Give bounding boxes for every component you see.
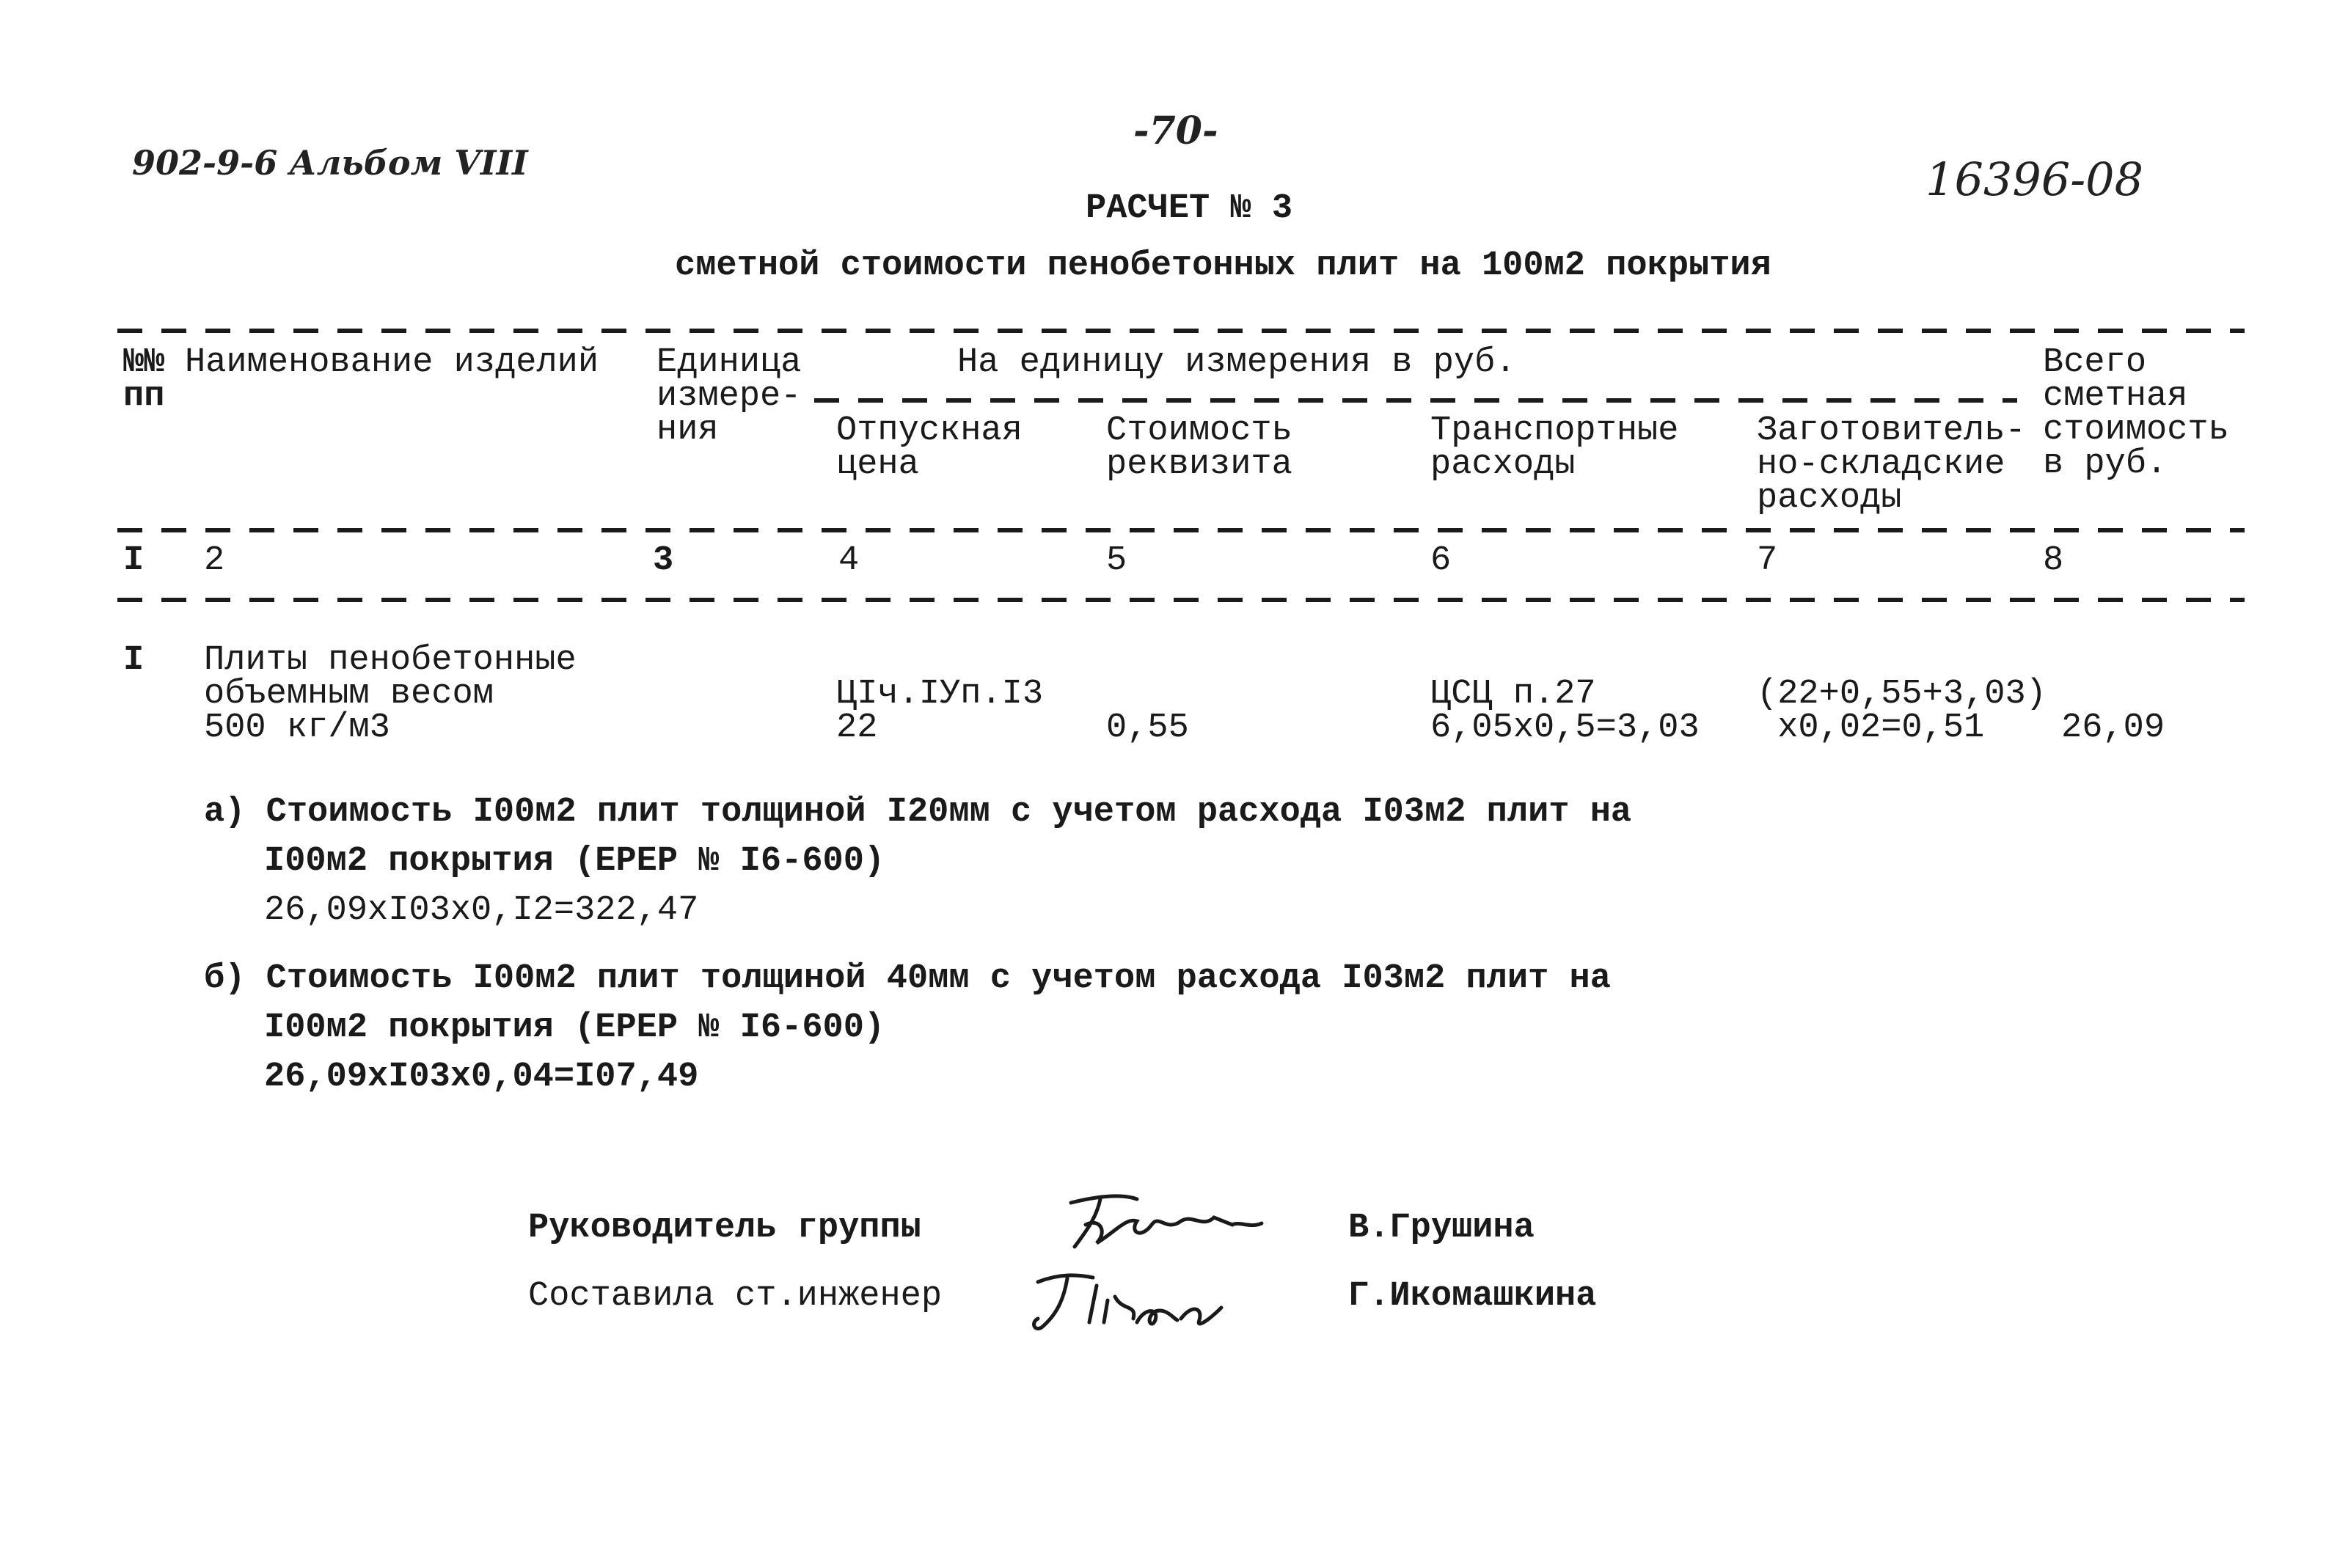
col-number-7: 7 (1757, 541, 1778, 580)
col-number-6: 6 (1430, 541, 1452, 580)
page-subtitle: сметной стоимости пенобетонных плит на 100м2 покрытия (675, 246, 1771, 285)
handwritten-signature-2 (1027, 1267, 1232, 1337)
header-storage: Заготовитель- но-складские расходы (1757, 411, 2026, 518)
signature-role-1: Руководитель группы (528, 1209, 921, 1248)
note-b-line-3: 26,09хI03х0,04=I07,49 (264, 1058, 699, 1096)
header-bottom-rule (117, 528, 2245, 532)
header-unit: Единица измере- ния (657, 343, 802, 450)
note-a-line-2: I00м2 покрытия (ЕРЕР № I6-600) (264, 842, 885, 881)
row-total: 26,09 (2061, 708, 2165, 747)
note-b-line-1: б) Стоимость I00м2 плит толщиной 40мм с учетом расхода I03м2 плит на (204, 959, 1611, 998)
page-title: РАСЧЕТ № 3 (1086, 189, 1293, 228)
signature-name-1: В.Грушина (1348, 1209, 1535, 1248)
signature-name-2: Г.Икомашкина (1348, 1277, 1597, 1316)
col-number-2: 2 (204, 541, 225, 580)
note-a-line-1: а) Стоимость I00м2 плит толщиной I20мм с учетом расхода I03м2 плит на (204, 793, 1632, 832)
table-top-rule (117, 329, 2245, 333)
page-number: -70- (1133, 109, 1218, 153)
handwritten-signature-1 (1056, 1188, 1269, 1254)
col-number-4: 4 (838, 541, 860, 580)
col-number-5: 5 (1106, 541, 1127, 580)
col-number-3: 3 (653, 541, 674, 580)
header-total: Всего сметная стоимость в руб. (2043, 343, 2229, 483)
col-number-8: 8 (2043, 541, 2064, 580)
header-transport: Транспортные расходы (1430, 411, 1679, 484)
header-name: Наименование изделий (185, 343, 599, 382)
row-transport: ЦСЦ п.27 6,05х0,5=3,03 (1430, 675, 1700, 747)
row-num: I (123, 641, 145, 680)
signature-role-2: Составила ст.инженер (528, 1277, 943, 1316)
document-code: 16396-08 (1925, 153, 2144, 206)
row-price: ЦIч.IУп.I3 22 (836, 675, 1044, 747)
header-price: Отпускная цена (836, 411, 1023, 484)
header-num: №№ пп (123, 343, 165, 416)
header-group: На единицу измерения в руб. (957, 343, 1516, 382)
col-number-1: I (123, 541, 145, 580)
row-requisite: 0,55 (1106, 708, 1189, 747)
note-b-line-2: I00м2 покрытия (ЕРЕР № I6-600) (264, 1008, 885, 1047)
row-storage: (22+0,55+3,03) x0,02=0,51 (1757, 675, 2047, 747)
row-name: Плиты пенобетонные объемным весом 500 кг/м3 (204, 641, 577, 747)
album-reference: 902-9-6 Альбом VIII (132, 143, 528, 183)
group-rule (814, 398, 2017, 403)
col-numbers-rule (117, 598, 2245, 602)
header-requisite: Стоимость реквизита (1106, 411, 1292, 484)
note-a-line-3: 26,09хI03х0,I2=322,47 (264, 891, 699, 930)
